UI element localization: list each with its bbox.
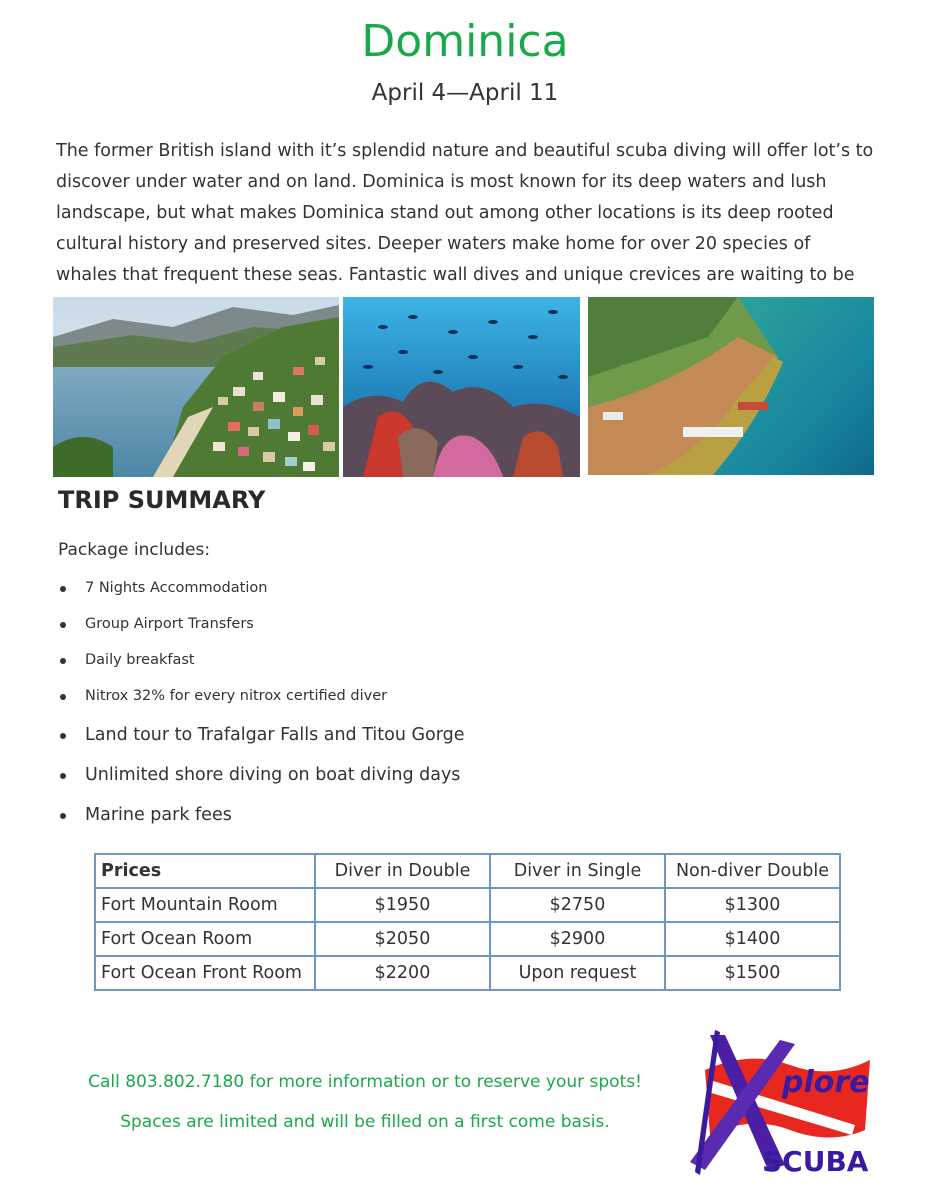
list-item: Nitrox 32% for every nitrox certified diver [58, 682, 465, 718]
logo-word-plore: plore [782, 1065, 870, 1100]
list-item: Daily breakfast [58, 646, 465, 682]
list-item: Marine park fees [58, 798, 465, 838]
availability-note: Spaces are limited and will be filled on a first come basis. [120, 1112, 610, 1132]
logo-word-scuba: SCUBA [762, 1145, 869, 1178]
contact-line: Call 803.802.7180 for more information or to reserve your spots! [88, 1072, 642, 1092]
coastal-town-photo [53, 297, 339, 477]
list-item: 7 Nights Accommodation [58, 574, 465, 610]
table-cell: $2200 [315, 956, 490, 990]
trip-summary-heading: TRIP SUMMARY [58, 486, 266, 514]
table-cell: $1400 [665, 922, 840, 956]
trip-dates: April 4—April 11 [371, 80, 559, 106]
table-row [95, 888, 840, 922]
intro-paragraph: The former British island with it’s splendid nature and beautiful scuba diving will offer lot’s to discover under water and on land. Dominica is most known for its deep waters and lush landscape, but what makes Dominica stand out among other locations is its deep rooted cultural history and preserved sites. Deeper waters make home for over 20 species of whales that frequent these seas. Fantastic wall dives and unique crevices are waiting to be [56, 141, 874, 285]
package-list [58, 574, 465, 838]
table-cell: $1500 [665, 956, 840, 990]
table-cell: $2750 [490, 888, 665, 922]
list-item: Land tour to Trafalgar Falls and Titou Gorge [58, 718, 465, 758]
table-row [95, 922, 840, 956]
price-table [94, 853, 841, 991]
page-title: Dominica [361, 16, 569, 67]
table-header-cell: Diver in Single [490, 854, 665, 888]
table-cell: Fort Ocean Front Room [95, 956, 315, 990]
table-header-cell: Diver in Double [315, 854, 490, 888]
table-cell: Fort Mountain Room [95, 888, 315, 922]
table-cell: $1300 [665, 888, 840, 922]
table-row [95, 956, 840, 990]
table-header-cell: Non-diver Double [665, 854, 840, 888]
list-item: Group Airport Transfers [58, 610, 465, 646]
table-cell: $2050 [315, 922, 490, 956]
table-cell: $2900 [490, 922, 665, 956]
xplore-scuba-logo [680, 1030, 880, 1180]
table-cell: Upon request [490, 956, 665, 990]
package-includes-label: Package includes: [58, 540, 211, 560]
table-cell: $1950 [315, 888, 490, 922]
coral-reef-photo [343, 297, 580, 477]
list-item: Unlimited shore diving on boat diving days [58, 758, 465, 798]
table-header-cell: Prices [95, 854, 315, 888]
beach-boats-photo [588, 297, 874, 475]
table-cell: Fort Ocean Room [95, 922, 315, 956]
table-header-row [95, 854, 840, 888]
